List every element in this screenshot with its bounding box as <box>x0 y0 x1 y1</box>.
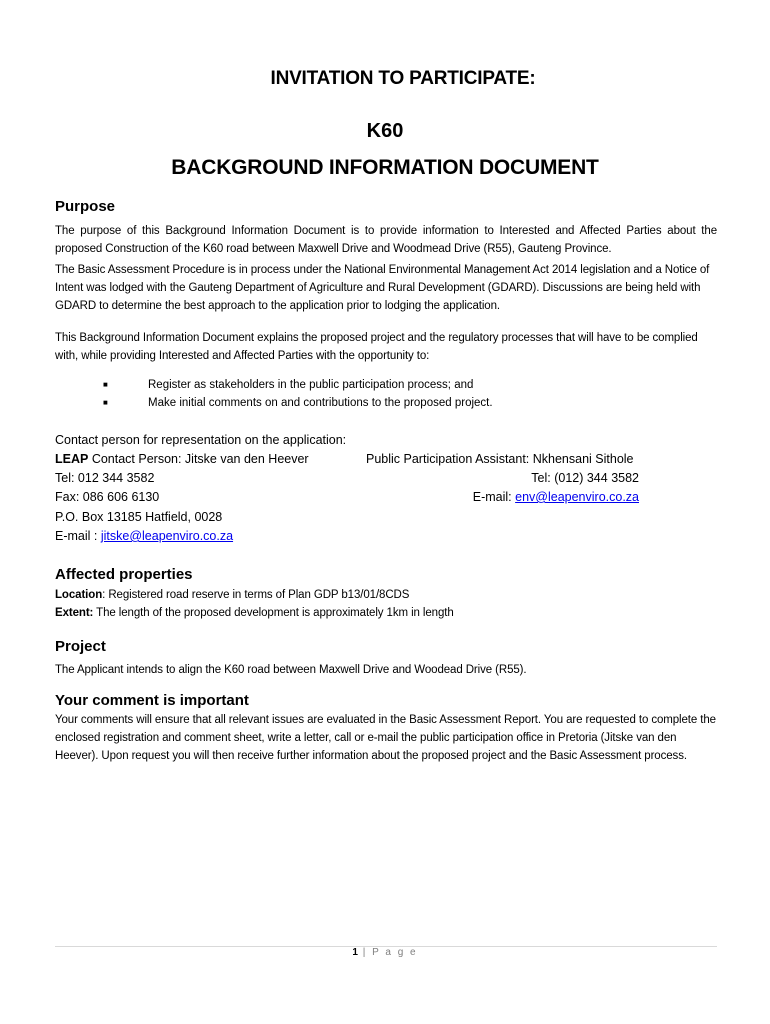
location-text: : Registered road reserve in terms of Plan GDP b13/01/8CDS <box>102 589 410 601</box>
project-heading: Project <box>55 638 106 655</box>
project-code-title: K60 <box>366 120 404 142</box>
leap-fax: Fax: 086 606 6130 <box>55 490 160 504</box>
purpose-paragraph-2: The Basic Assessment Procedure is in process under the National Environmental Management Act 2014 legislation and a Notice of Intent was lodged with the Gauteng Department of Agriculture and Rural Development (GDARD). Discussions are being held with GDARD to determine the best approach to the application prior to lodging the application. <box>55 264 710 312</box>
leap-tel: Tel: 012 344 3582 <box>55 471 155 485</box>
page-label: P a g e <box>372 947 418 958</box>
ppa-email-line <box>473 490 639 504</box>
page-footer <box>0 947 770 958</box>
location-label: Location <box>55 589 103 601</box>
bullet-text: Register as stakeholders in the public participation process; and <box>148 379 474 391</box>
document-title: BACKGROUND INFORMATION DOCUMENT <box>171 156 599 179</box>
leap-email-line <box>55 529 233 543</box>
extent-label: Extent: <box>55 607 94 619</box>
bullet-square-icon: ■ <box>103 380 108 389</box>
leap-po-box: P.O. Box 13185 Hatfield, 0028 <box>55 510 223 524</box>
purpose-paragraph-1: The purpose of this Background Information Document is to provide information to Interested and Affected Parties about the proposed Construction of the K60 road between Maxwell Drive and Woodmead Drive (R55), Gauteng Province. <box>55 225 717 255</box>
leap-label: LEAP <box>55 452 89 466</box>
page-number: 1 <box>352 947 358 958</box>
location-line <box>55 586 717 604</box>
leap-contact-person <box>55 452 309 466</box>
comment-text: Your comments will ensure that all relevant issues are evaluated in the Basic Assessment Report. You are requested to complete the enclosed registration and comment sheet, write a letter, call or e-mail the public participation office in Pretoria (Jitske van den Heever). Upon request you will then receive further information about the proposed project and the Basic Assessment process. <box>55 714 716 762</box>
extent-line <box>55 604 717 622</box>
ppa-email-link[interactable]: env@leapenviro.co.za <box>515 490 639 504</box>
extent-text: The length of the proposed development is approximately 1km in length <box>93 607 454 619</box>
bullet-text: Make initial comments on and contributions to the proposed project. <box>148 397 493 409</box>
comment-heading: Your comment is important <box>55 692 249 709</box>
ppa-tel: Tel: (012) 344 3582 <box>531 471 639 485</box>
bullet-square-icon: ■ <box>103 398 108 407</box>
ppa-contact-person: Public Participation Assistant: Nkhensani Sithole <box>366 452 634 466</box>
project-text: The Applicant intends to align the K60 road between Maxwell Drive and Woodead Drive (R55). <box>55 664 527 676</box>
purpose-heading: Purpose <box>55 198 116 215</box>
page-separator: | <box>357 947 373 958</box>
purpose-paragraph-3: This Background Information Document explains the proposed project and the regulatory processes that will have to be complied with, while providing Interested and Affected Parties with the opportunity to: <box>55 332 698 362</box>
email-label: E-mail : <box>55 529 101 543</box>
invitation-title: INVITATION TO PARTICIPATE: <box>270 68 536 89</box>
ppa-email-label: E-mail: <box>472 490 516 504</box>
contact-intro: Contact person for representation on the application: <box>55 433 347 447</box>
affected-properties-heading: Affected properties <box>55 566 193 583</box>
leap-email-link[interactable]: jitske@leapenviro.co.za <box>100 529 234 543</box>
leap-contact-name: Contact Person: Jitske van den Heever <box>88 452 309 466</box>
